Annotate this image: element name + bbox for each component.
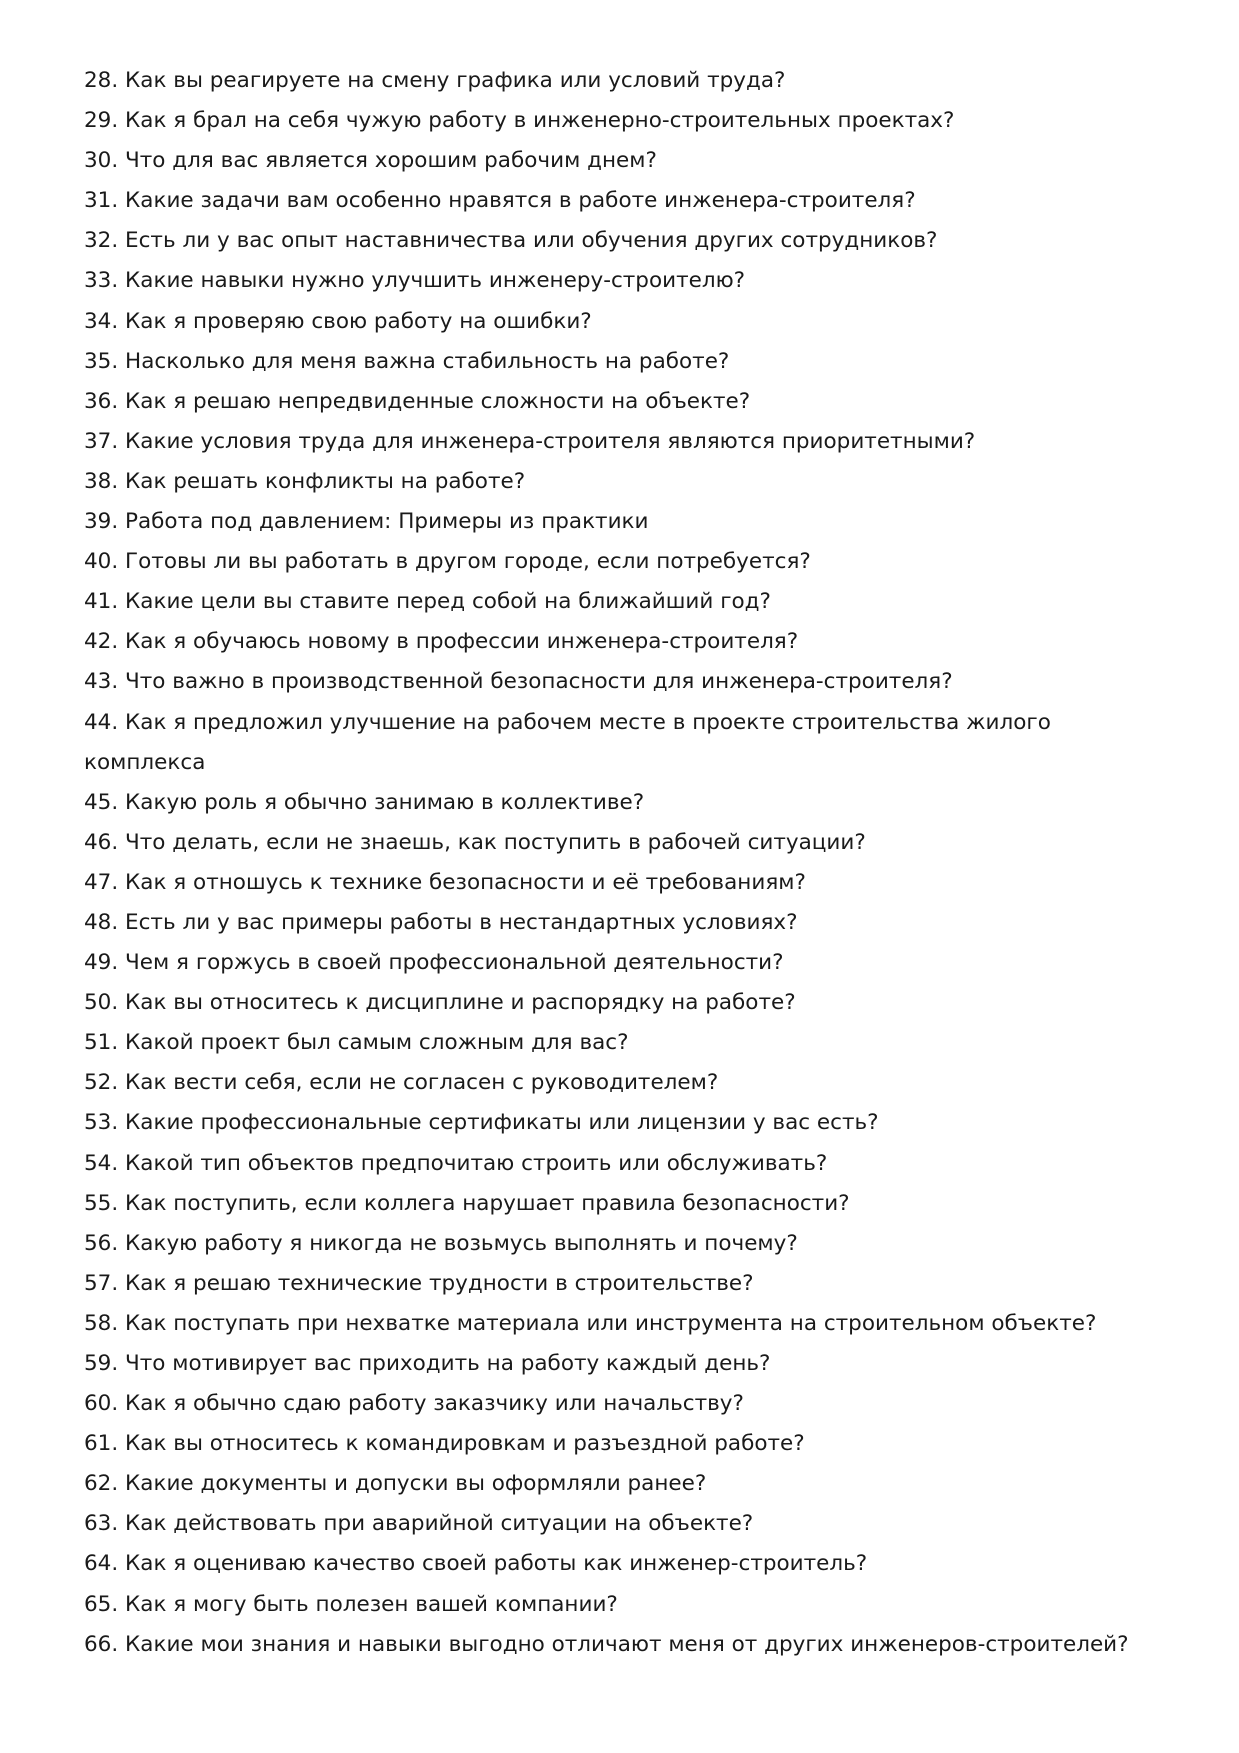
question-40: 40. Готовы ли вы работать в другом городе, если потребуется? xyxy=(84,549,811,575)
question-36: 36. Как я решаю непредвиденные сложности на объекте? xyxy=(84,388,751,414)
question-35: 35. Насколько для меня важна стабильность на работе? xyxy=(84,348,730,374)
question-50: 50. Как вы относитесь к дисциплине и распорядку на работе? xyxy=(84,990,796,1016)
question-42: 42. Как я обучаюсь новому в профессии инженера-строителя? xyxy=(84,629,799,655)
question-45: 45. Какую роль я обычно занимаю в коллективе? xyxy=(84,789,645,815)
question-51: 51. Какой проект был самым сложным для вас? xyxy=(84,1030,629,1056)
question-list xyxy=(84,61,1164,1665)
question-33: 33. Какие навыки нужно улучшить инженеру-строителю? xyxy=(84,268,746,294)
question-52: 52. Как вести себя, если не согласен с руководителем? xyxy=(84,1070,719,1096)
question-65: 65. Как я могу быть полезен вашей компании? xyxy=(84,1591,618,1617)
question-57: 57. Как я решаю технические трудности в строительстве? xyxy=(84,1270,754,1296)
question-31: 31. Какие задачи вам особенно нравятся в работе инженера-строителя? xyxy=(84,188,916,214)
question-60: 60. Как я обычно сдаю работу заказчику или начальству? xyxy=(84,1391,744,1417)
question-30: 30. Что для вас является хорошим рабочим днем? xyxy=(84,148,657,174)
question-46: 46. Что делать, если не знаешь, как поступить в рабочей ситуации? xyxy=(84,829,866,855)
question-54: 54. Какой тип объектов предпочитаю строить или обслуживать? xyxy=(84,1150,828,1176)
question-32: 32. Есть ли у вас опыт наставничества или обучения других сотрудников? xyxy=(84,228,938,254)
question-47: 47. Как я отношусь к технике безопасности и её требованиям? xyxy=(84,869,806,895)
question-41: 41. Какие цели вы ставите перед собой на ближайший год? xyxy=(84,589,771,615)
question-53: 53. Какие профессиональные сертификаты или лицензии у вас есть? xyxy=(84,1110,879,1136)
question-59: 59. Что мотивирует вас приходить на работу каждый день? xyxy=(84,1351,771,1376)
question-29: 29. Как я брал на себя чужую работу в инженерно-строительных проектах? xyxy=(84,108,955,134)
question-28: 28. Как вы реагируете на смену графика или условий труда? xyxy=(84,68,786,93)
question-39: 39. Работа под давлением: Примеры из практики xyxy=(84,509,649,535)
question-63: 63. Как действовать при аварийной ситуации на объекте? xyxy=(84,1511,754,1537)
question-38: 38. Как решать конфликты на работе? xyxy=(84,468,526,494)
question-49: 49. Чем я горжусь в своей профессиональной деятельности? xyxy=(84,950,784,976)
question-37: 37. Какие условия труда для инженера-строителя являются приоритетными? xyxy=(84,428,976,454)
question-44-continuation: комплекса xyxy=(84,749,206,775)
question-34: 34. Как я проверяю свою работу на ошибки? xyxy=(84,308,592,334)
question-58: 58. Как поступать при нехватке материала или инструмента на строительном объекте? xyxy=(84,1310,1097,1336)
question-66: 66. Какие мои знания и навыки выгодно отличают меня от других инженеров-строителей? xyxy=(84,1631,1129,1657)
question-43: 43. Что важно в производственной безопасности для инженера-строителя? xyxy=(84,669,953,695)
question-62: 62. Какие документы и допуски вы оформляли ранее? xyxy=(84,1471,707,1497)
question-48: 48. Есть ли у вас примеры работы в нестандартных условиях? xyxy=(84,909,798,935)
question-56: 56. Какую работу я никогда не возьмусь выполнять и почему? xyxy=(84,1230,798,1256)
question-64: 64. Как я оцениваю качество своей работы как инженер-строитель? xyxy=(84,1551,868,1577)
question-55: 55. Как поступить, если коллега нарушает правила безопасности? xyxy=(84,1190,850,1216)
question-61: 61. Как вы относитесь к командировкам и разъездной работе? xyxy=(84,1431,805,1457)
question-44: 44. Как я предложил улучшение на рабочем месте в проекте строительства жилого xyxy=(84,709,1051,735)
